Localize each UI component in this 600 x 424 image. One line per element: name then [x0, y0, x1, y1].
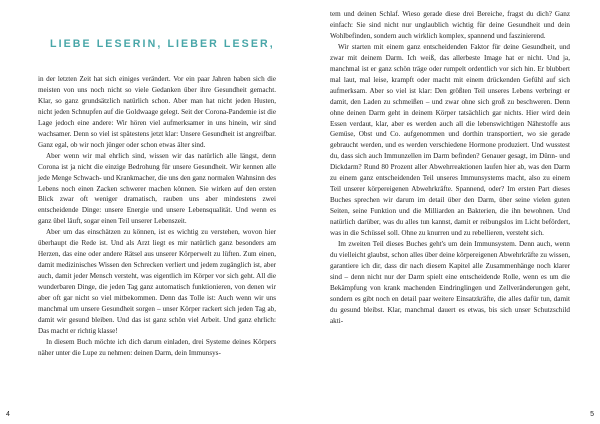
page-heading: LIEBE LESERIN, LIEBER LESER,: [50, 38, 275, 50]
page-number: 5: [590, 411, 594, 418]
paragraph: Im zweiten Teil dieses Buches geht's um dein Immunsystem. Denn auch, wenn du vielleicht glaubst, schon alles über deine körpereigenen Abwehrkräfte zu wissen, garantiere ich dir, dass dir nach diesem Kapitel alle Zusammenhänge noch klarer sind – denn nicht nur der Darm spielt eine entscheidende Rolle, wenn es um die Bekämpfung von krank machenden Eindringlingen und Zellveränderungen geht, sondern es gibt noch en detail paar weitere Einsatzkräfte, die alles dafür tun, damit du gesund bleibst. Klar, manchmal dauert es etwas, bis sich unser Schutzschild akti-: [330, 240, 570, 325]
paragraph: tem und deinen Schlaf. Wieso gerade diese drei Bereiche, fragst du dich? Ganz einfach: Sie sind nicht nur unglaublich wichtig für deine Gesundheit und dein Wohlbefinden, sondern auch wirklich komplex, spannend und faszinierend.: [330, 10, 570, 40]
left-page-body: [38, 74, 276, 359]
paragraph: Aber wenn wir mal ehrlich sind, wissen wir das natürlich alle längst, denn Corona ist ja nicht die einzige Bedrohung für unsere Gesundheit. Wir kennen alle jede Menge Schwach- und Krankmacher, die uns den ganz normalen Wahnsinn des Lebens noch einen Zacken schwerer machen können. Sie wirken auf den ersten Blick zwar oft weniger dramatisch, rauben uns aber mindestens zwei entscheidende Dinge: unsere Energie und unsere Lebensqualität. Und wenn es ganz übel läuft, sogar einen Teil unserer Lebenszeit.: [38, 151, 276, 226]
paragraph: in der letzten Zeit hat sich einiges verändert. Vor ein paar Jahren haben sich die meisten von uns noch nicht so viele Gedanken über ihre Gesundheit gemacht. Klar, so ganz grundsätzlich natürlich schon. Aber man hat nicht jeden Husten, nicht jeden Schnupfen auf die Goldwaage gelegt. Seit der Corona-Pandemie ist die Lage jedoch eine andere: Wir hören viel aufmerksamer in uns hinein, wir sind wachsamer. Denn so viel ist spätestens jetzt klar: Unsere Gesundheit ist angreifbar. Ganz egal, ob wir noch jünger oder schon etwas älter sind.: [38, 75, 276, 149]
paragraph: Wir starten mit einem ganz entscheidenden Faktor für deine Gesundheit, und zwar mit deinem Darm. Ich weiß, das allerbeste Image hat er nicht. Und ja, manchmal ist er ganz schön träge oder rumpelt ordentlich vor sich hin. Er blubbert mal laut, mal leise, krampft oder macht mit einem drückenden Gefühl auf sich aufmerksam. Aber so viel ist klar: Den größten Teil unseres Lebens verbringt er damit, den Laden zu schmeißen – und zwar ohne sich groß zu beschweren. Denn ohne deinen Darm geht in deinem Körper tatsächlich gar nichts. Hier wird dein Essen verdaut, klar, aber es werden auch all die lebenswichtigen Nährstoffe aus Gemüse, Obst und Co. aufgenommen und dorthin transportiert, wo sie gerade gebraucht werden, und es werden verschiedene Hormone produziert. Und wusstest du, dass sich auch Immunzellen im Darm befinden? Genauer gesagt, im Dünn- und Dickdarm? Rund 80 Prozent aller Abwehrreaktionen laufen hier ab, was den Darm zu einem ganz entscheidenden Teil unseres Immunsystems macht, also zu einem Teil unserer körpereigenen Abwehrkräfte. Spannend, oder? Im ersten Part dieses Buches sprechen wir darum im detail über den Darm, über seine vielen guten Seiten, seine Funktion und die Milliarden an Bakterien, die ihn bewohnen. Und natürlich darüber, was du alles tun kannst, damit er reibungslos im Licht befördert, was in die Schüssel soll. Ohne zu knurren und zu rebellieren, versteht sich.: [330, 42, 570, 238]
right-page-body: [330, 9, 570, 327]
paragraph: Aber um das einschätzen zu können, ist es wichtig zu verstehen, wovon hier überhaupt die Rede ist. Und als Arzt liegt es mir natürlich ganz besonders am Herzen, das eine oder andere Rätsel aus unserer Körperwelt zu lüften. Zum einen, damit medizinisches Wissen den Schrecken verliert und jedem zugänglich ist, aber auch, damit jeder Mensch versteht, was eigentlich im Körper vor sich geht. All die wunderbaren Dinge, die jeden Tag ganz automatisch funktionieren, von denen wir aber oft gar nicht so viel mitbekommen. Denn das Tolle ist: Auch wenn wir uns manchmal um unsere Gesundheit sorgen – unser Körper rackert sich jeden Tag ab, damit wir gesund bleiben. Und das ist ganz schön viel Arbeit. Und ganz ehrlich: Das macht er richtig klasse!: [38, 228, 276, 335]
page-number: 4: [6, 411, 10, 418]
paragraph: In diesem Buch möchte ich dich darum einladen, drei Systeme deines Körpers näher unter die Lupe zu nehmen: deinen Darm, dein Immunsys-: [38, 337, 276, 357]
right-page: [300, 0, 600, 424]
